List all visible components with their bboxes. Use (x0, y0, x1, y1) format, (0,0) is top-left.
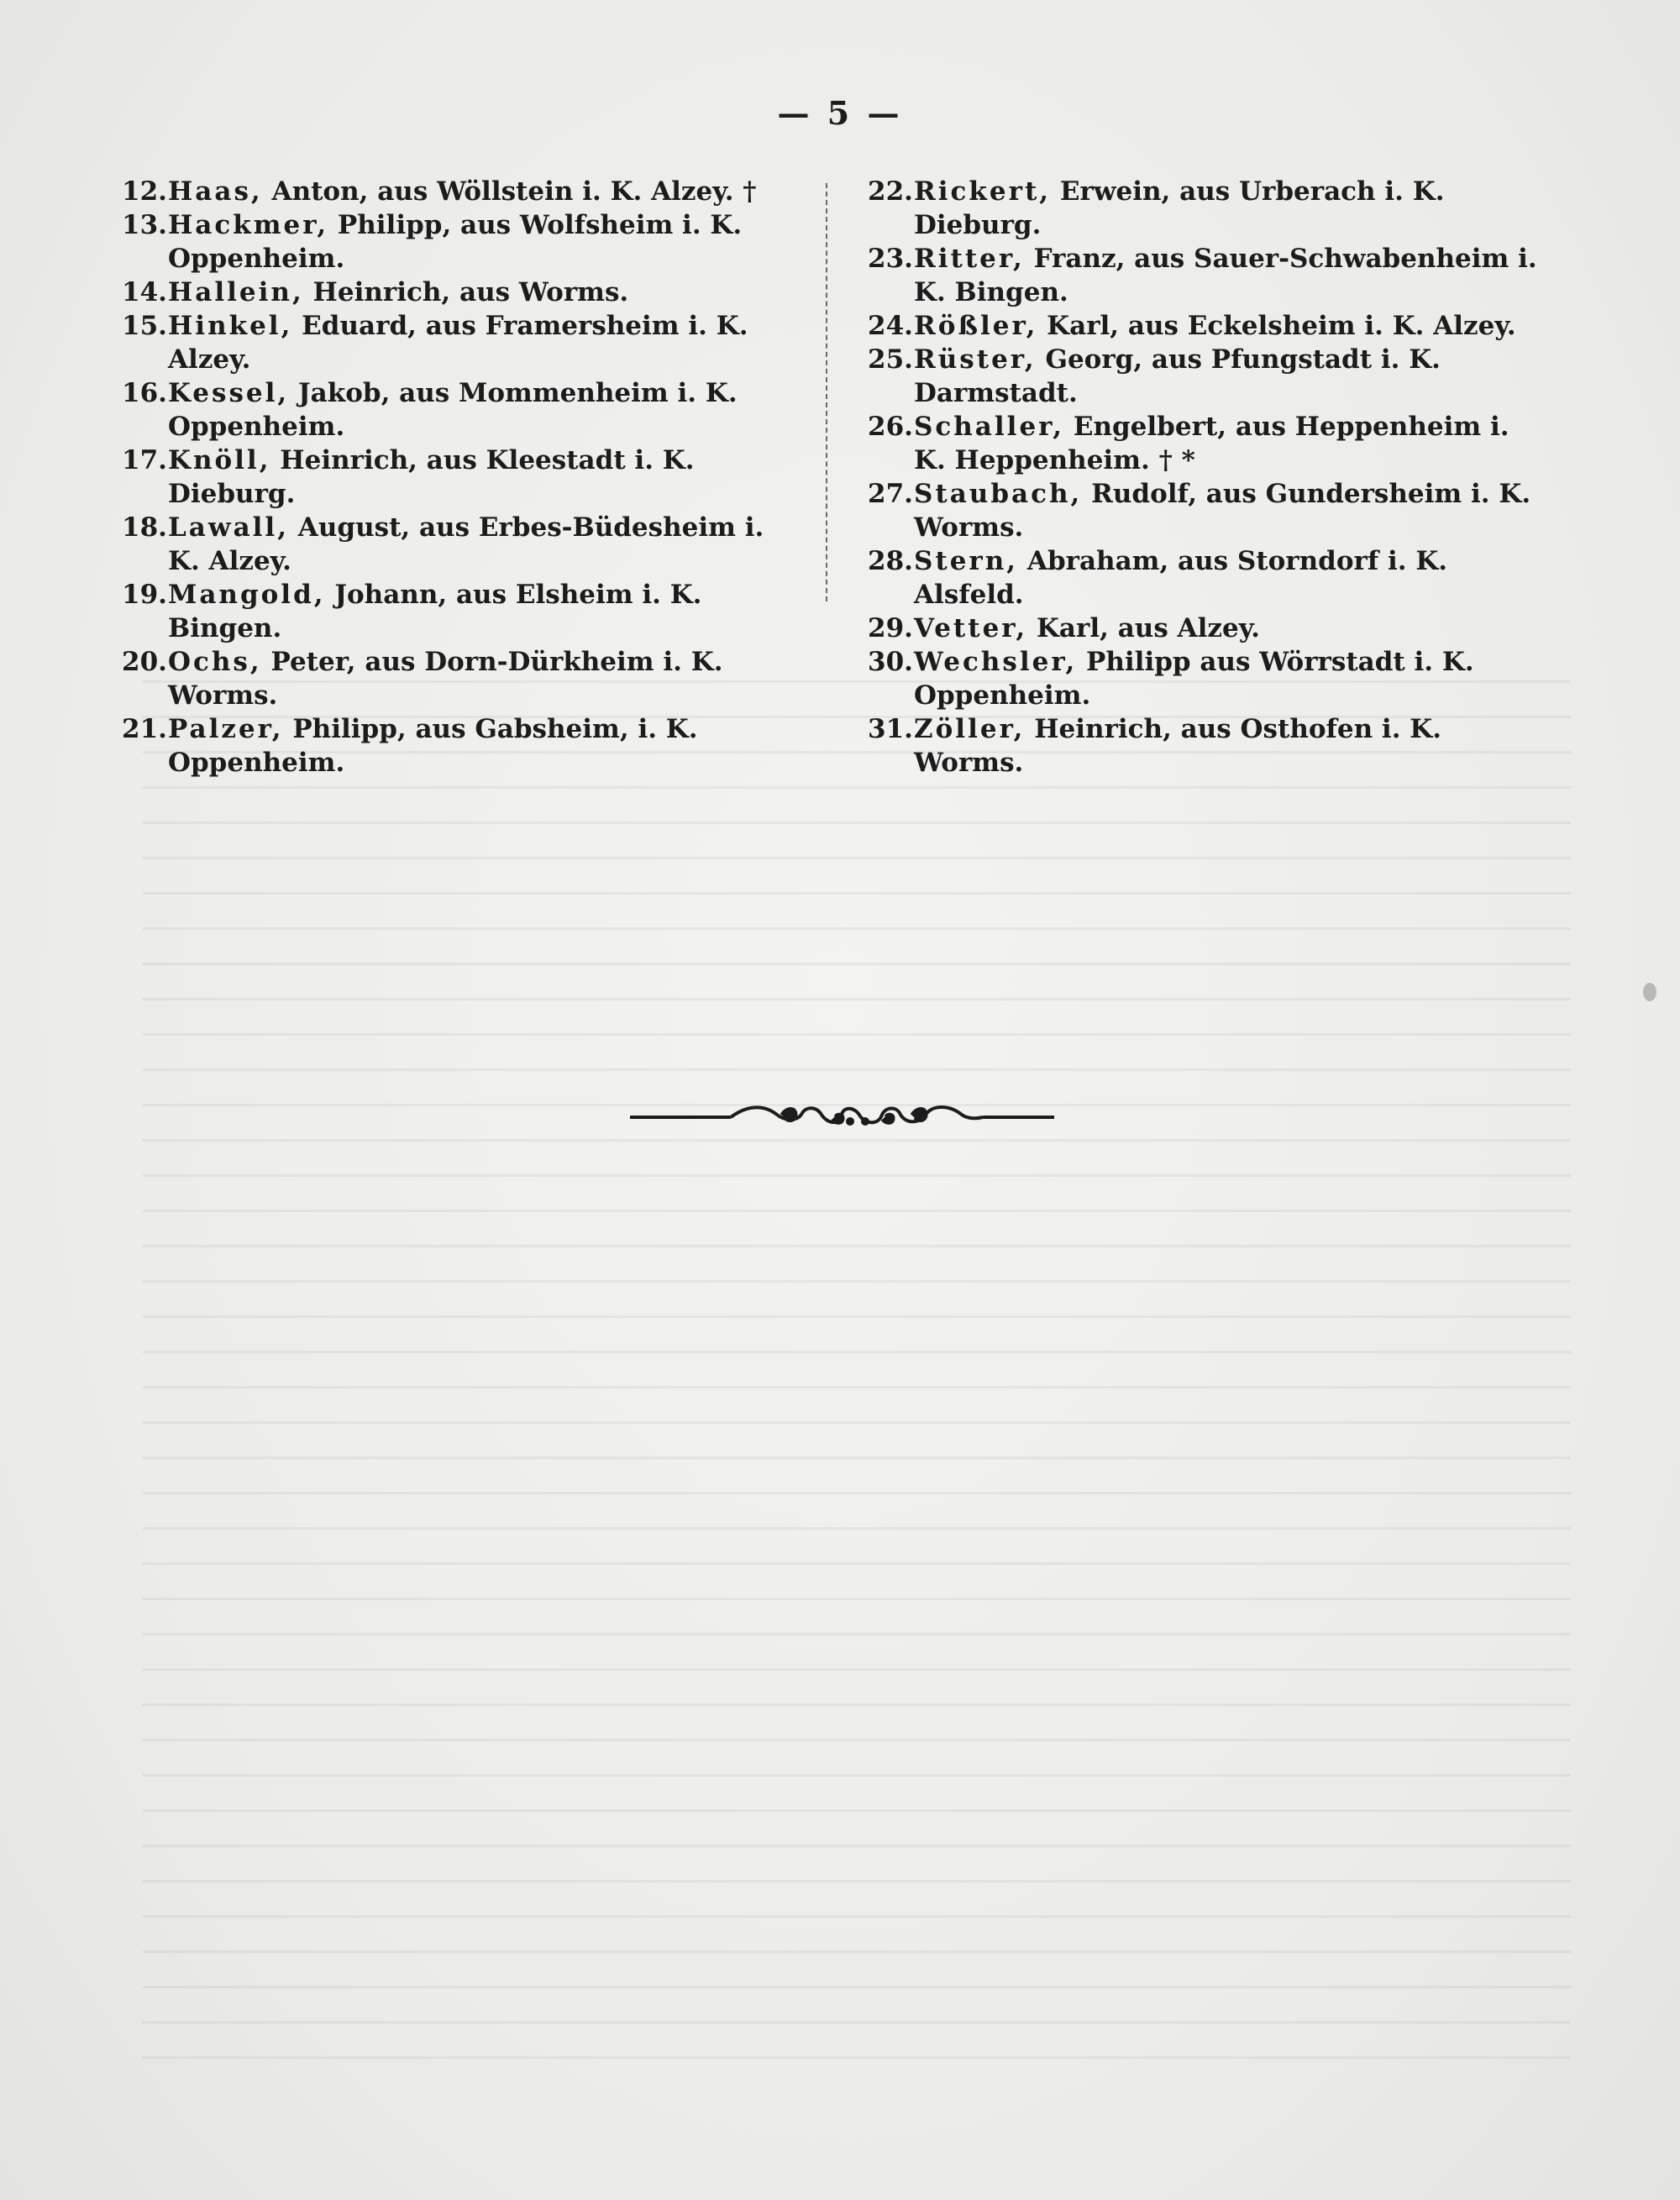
page-number: — 5 — (777, 94, 903, 132)
list-item: 27. Staubach, Rudolf, aus Gundersheim i. K. Worms. (868, 479, 1531, 543)
bleed-through-text (143, 655, 1571, 2083)
right-column (868, 175, 1548, 780)
list-item: 26. Schaller, Engelbert, aus Heppenheim i. K. Heppenheim. † * (868, 412, 1509, 475)
list-item: 13. Hackmer, Philipp, aus Wolfsheim i. K. Oppenheim. (122, 210, 743, 274)
list-item: 25. Rüster, Georg, aus Pfungstadt i. K. Darmstadt. (868, 344, 1441, 408)
list-item: 12. Haas, Anton, aus Wöllstein i. K. Alzey. † (122, 176, 757, 207)
list-item: 30. Wechsler, Philipp aus Wörrstadt i. K. Oppenheim. (868, 647, 1474, 711)
list-item: 18. Lawall, August, aus Erbes-Büdesheim i. K. Alzey. (122, 512, 764, 576)
column-divider (826, 183, 827, 601)
decorative-rule-ornament (630, 1096, 1054, 1138)
list-item: 28. Stern, Abraham, aus Storndorf i. K. Alsfeld. (868, 546, 1448, 610)
left-column (122, 175, 794, 780)
list-item: 29. Vetter, Karl, aus Alzey. (868, 613, 1260, 643)
list-item: 31. Zöller, Heinrich, aus Osthofen i. K. Worms. (868, 714, 1442, 778)
list-item: 16. Kessel, Jakob, aus Mommenheim i. K. Oppenheim. (122, 378, 738, 442)
list-item: 21. Palzer, Philipp, aus Gabsheim, i. K. Oppenheim. (122, 714, 698, 778)
list-item: 14. Hallein, Heinrich, aus Worms. (122, 277, 629, 307)
list-item: 24. Rößler, Karl, aus Eckelsheim i. K. Alzey. (868, 311, 1516, 341)
list-item: 23. Ritter, Franz, aus Sauer-Schwabenheim i. K. Bingen. (868, 244, 1537, 307)
list-item: 22. Rickert, Erwein, aus Urberach i. K. Dieburg. (868, 176, 1445, 240)
paper-speck (1643, 983, 1656, 1001)
list-item: 20. Ochs, Peter, aus Dorn-Dürkheim i. K. Worms. (122, 647, 723, 711)
list-item: 15. Hinkel, Eduard, aus Framersheim i. K. Alzey. (122, 311, 748, 375)
list-item: 17. Knöll, Heinrich, aus Kleestadt i. K. Dieburg. (122, 445, 695, 509)
list-item: 19. Mangold, Johann, aus Elsheim i. K. Bingen. (122, 580, 702, 643)
